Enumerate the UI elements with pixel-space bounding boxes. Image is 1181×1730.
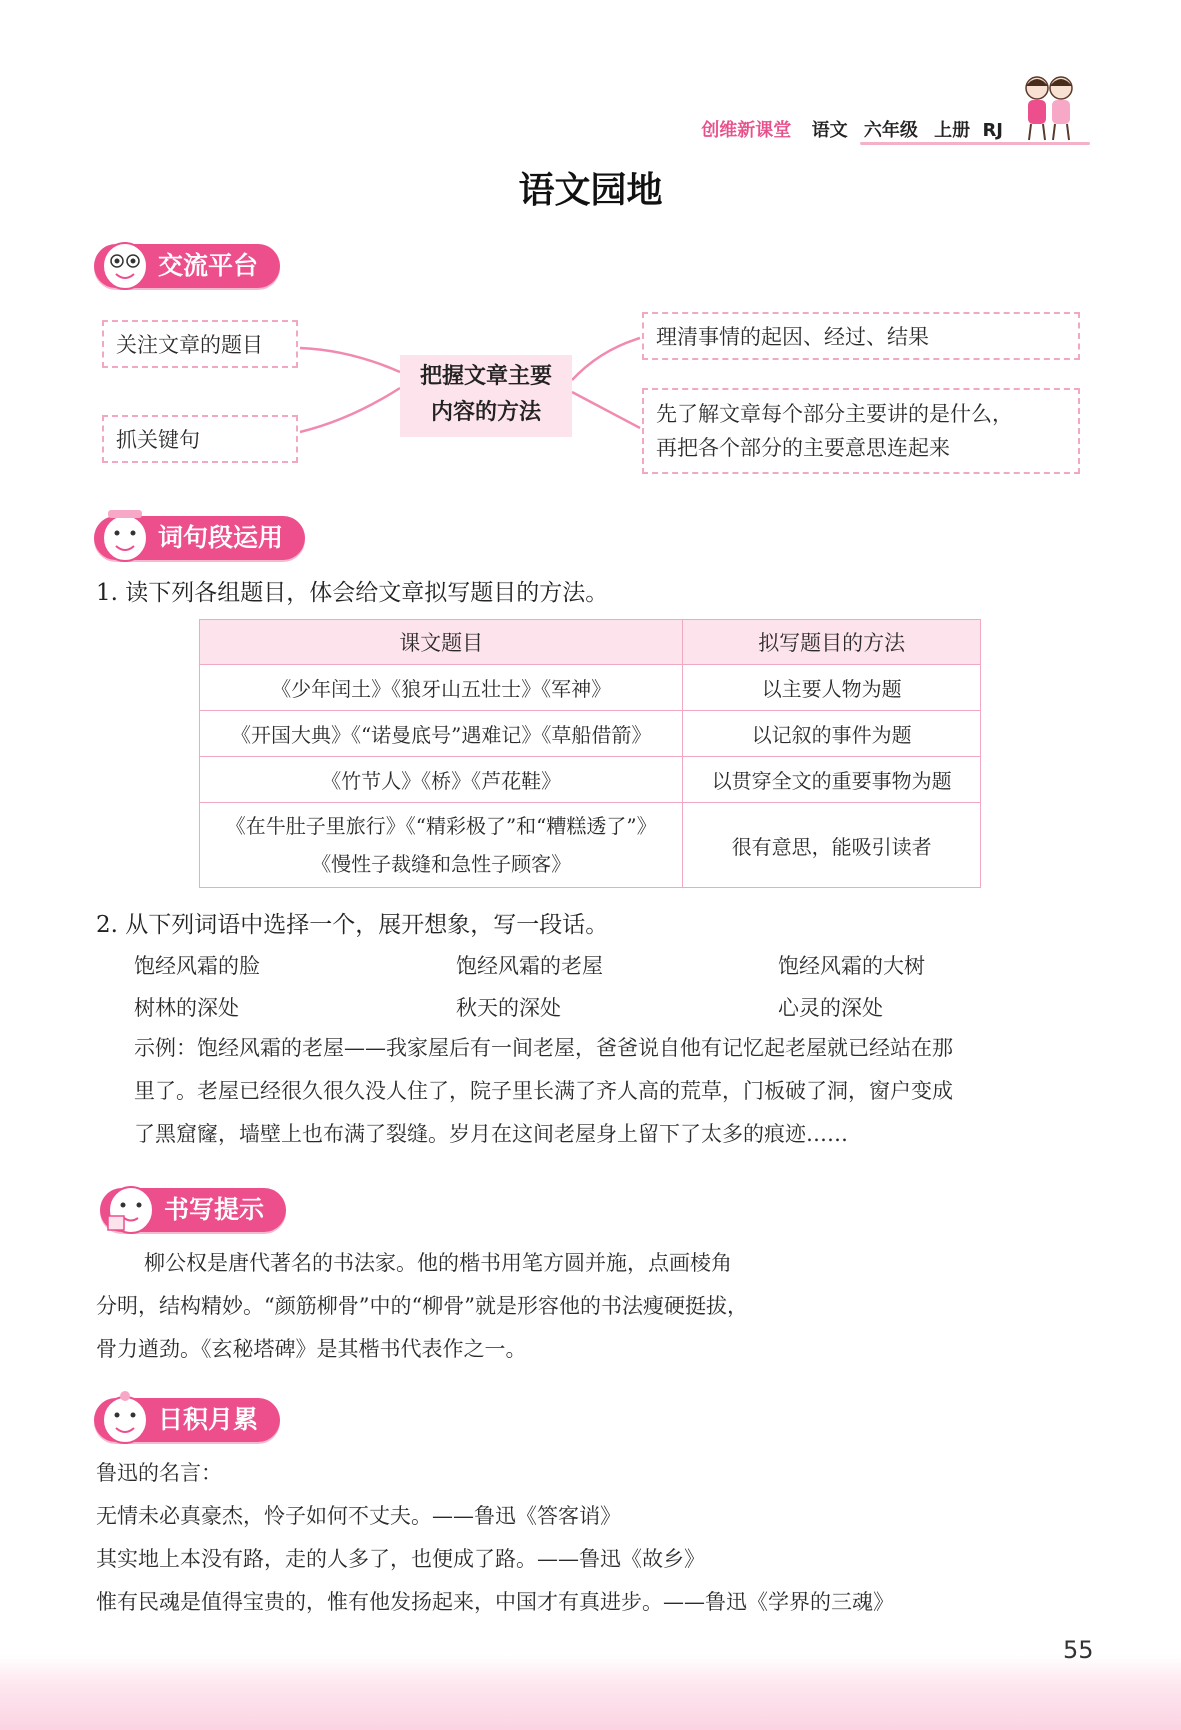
mindmap-center-line2: 内容的方法 xyxy=(430,400,541,425)
volume-label: 上册 xyxy=(934,120,971,141)
word-option: 秋天的深处 xyxy=(456,996,561,1020)
question-1-prompt: 1. 读下列各组题目，体会给文章拟写题目的方法。 xyxy=(96,580,609,606)
mascot-icon xyxy=(98,234,152,292)
mindmap-center-line1: 把握文章主要 xyxy=(419,364,552,389)
table-header: 课文题目 xyxy=(200,620,683,665)
example-line: 了黑窟窿，墙壁上也布满了裂缝。岁月在这间老屋身上留下了太多的痕迹…… xyxy=(134,1122,848,1146)
word-option: 饱经风霜的大树 xyxy=(778,954,925,978)
example-line: 里了。老屋已经很久很久没人住了，院子里长满了齐人高的荒草，门板破了洞，窗户变成 xyxy=(134,1079,953,1103)
page-title: 语文园地 xyxy=(518,170,663,211)
table-cell-method: 以记叙的事件为题 xyxy=(683,711,981,757)
mascot-icon xyxy=(98,506,152,564)
mindmap-right-top: 理清事情的起因、经过、结果 xyxy=(642,312,1080,360)
mascot-icon xyxy=(104,1178,158,1236)
example-paragraph xyxy=(134,1027,1094,1156)
table-cell-method: 很有意思，能吸引读者 xyxy=(683,803,981,888)
example-line: 示例：饱经风霜的老屋——我家屋后有一间老屋，爸爸说自他有记忆起老屋就已经站在那 xyxy=(134,1036,953,1060)
edition-label: RJ xyxy=(982,120,1003,141)
mindmap-center xyxy=(400,355,572,437)
mindmap-left-bottom: 抓关键句 xyxy=(102,415,298,463)
table-cell-titles xyxy=(200,803,683,888)
section-badge-exchange xyxy=(94,244,280,288)
writing-line: 柳公权是唐代著名的书法家。他的楷书用笔方圆并施，点画棱角 xyxy=(144,1251,732,1275)
subject-label: 语文 xyxy=(811,120,848,141)
table-cell-method: 以贯穿全文的重要事物为题 xyxy=(683,757,981,803)
table-header-row xyxy=(200,620,981,665)
table-cell-titles: 《竹节人》《桥》《芦花鞋》 xyxy=(200,757,683,803)
mindmap-left-top: 关注文章的题目 xyxy=(102,320,298,368)
table-row xyxy=(200,757,981,803)
section-badge-writing xyxy=(100,1188,286,1232)
mascot-icon xyxy=(98,1388,152,1446)
table-header: 拟写题目的方法 xyxy=(683,620,981,665)
section-title: 日积月累 xyxy=(158,1405,259,1434)
mindmap-right-bottom-line2: 再把各个部分的主要意思连起来 xyxy=(656,436,950,460)
table-cell-titles: 《少年闰土》《狼牙山五壮士》《军神》 xyxy=(200,665,683,711)
writing-paragraph xyxy=(96,1242,1056,1371)
page-number: 55 xyxy=(1063,1636,1094,1664)
quotes-intro: 鲁迅的名言： xyxy=(96,1461,222,1485)
table-row xyxy=(200,665,981,711)
quote-line: 惟有民魂是值得宝贵的，惟有他发扬起来，中国才有真进步。——鲁迅《学界的三魂》 xyxy=(96,1590,894,1614)
mindmap-right-bottom-line1: 先了解文章每个部分主要讲的是什么， xyxy=(656,402,1013,426)
table-cell-titles-line2: 《慢性子裁缝和急性子顾客》 xyxy=(311,852,572,876)
section-title: 书写提示 xyxy=(164,1195,265,1224)
children-illustration-icon xyxy=(1015,70,1085,144)
section-title: 词句段运用 xyxy=(158,523,284,552)
section-badge-daily xyxy=(94,1398,280,1442)
quotes-block xyxy=(96,1452,1096,1624)
title-method-table xyxy=(199,619,981,888)
question-2-prompt: 2. 从下列词语中选择一个，展开想象，写一段话。 xyxy=(96,912,609,938)
section-badge-words xyxy=(94,516,305,560)
table-cell-titles-line1: 《在牛肚子里旅行》《“精彩极了”和“糟糕透了”》 xyxy=(225,814,657,838)
quote-line: 其实地上本没有路，走的人多了，也便成了路。——鲁迅《故乡》 xyxy=(96,1547,705,1571)
quote-line: 无情未必真豪杰，怜子如何不丈夫。——鲁迅《答客诮》 xyxy=(96,1504,621,1528)
footer-band xyxy=(0,1655,1181,1730)
brand-name: 创维新课堂 xyxy=(701,120,792,141)
word-option: 饱经风霜的老屋 xyxy=(456,954,603,978)
table-cell-titles: 《开国大典》《“诺曼底号”遇难记》《草船借箭》 xyxy=(200,711,683,757)
writing-line: 分明，结构精妙。“颜筋柳骨”中的“柳骨”就是形容他的书法瘦硬挺拔， xyxy=(96,1294,748,1318)
table-row xyxy=(200,803,981,888)
section-title: 交流平台 xyxy=(158,251,259,280)
word-option: 心灵的深处 xyxy=(778,996,883,1020)
header-bar xyxy=(701,116,1003,142)
writing-line: 骨力遒劲。《玄秘塔碑》是其楷书代表作之一。 xyxy=(96,1337,527,1361)
table-cell-method: 以主要人物为题 xyxy=(683,665,981,711)
word-option: 饱经风霜的脸 xyxy=(134,954,260,978)
word-option: 树林的深处 xyxy=(134,996,239,1020)
table-row xyxy=(200,711,981,757)
grade-label: 六年级 xyxy=(863,120,918,141)
mindmap-right-bottom xyxy=(642,388,1080,474)
